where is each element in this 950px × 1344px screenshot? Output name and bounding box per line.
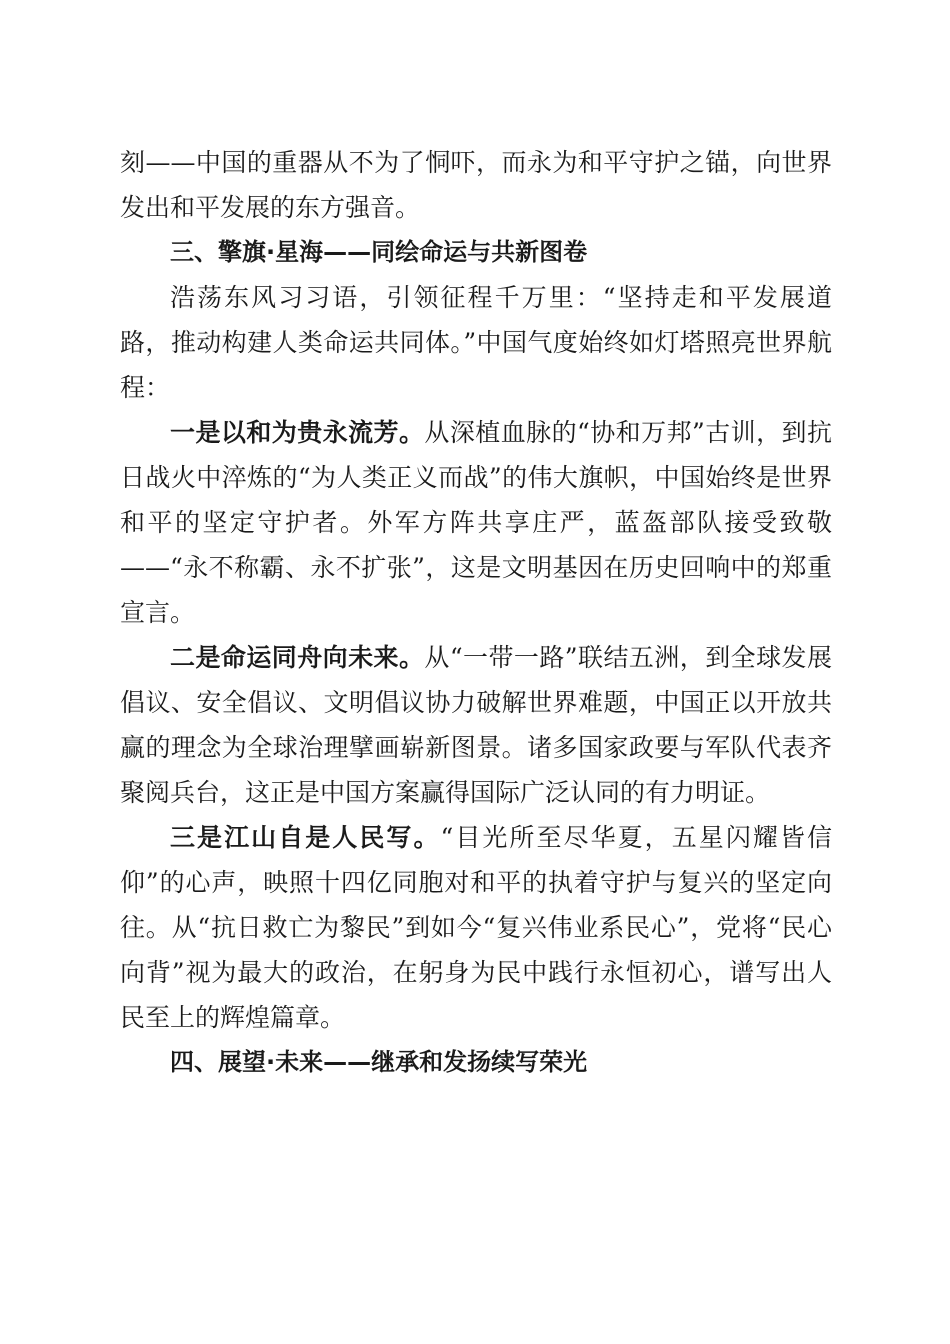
document-page	[120, 140, 832, 1085]
continuation-paragraph: 刻——中国的重器从不为了恫吓，而永为和平守护之锚，向世界发出和平发展的东方强音。	[120, 148, 832, 222]
point-2-text: 从“一带一路”联结五洲，到全球发展倡议、安全倡议、文明倡议协力破解世界难题，中国正以开放共赢的理念为全球治理擘画崭新图景。诸多国家政要与军队代表齐聚阅兵台，这正是中国方案赢得国际广泛认同的有力明证。	[120, 643, 832, 807]
section-4-heading: 四、展望·未来——继承和发扬续写荣光	[170, 1048, 588, 1076]
point-2-paragraph	[120, 635, 832, 815]
point-3-text: “目光所至尽华夏，五星闪耀皆信仰”的心声，映照十四亿同胞对和平的执着守护与复兴的坚定向往。从“抗日救亡为黎民”到如今“复兴伟业系民心”，党将“民心向背”视为最大的政治，在躬身为民中践行永恒初心，谱写出人民至上的辉煌篇章。	[120, 823, 832, 1032]
point-2-lead: 二是命运同舟向未来。	[170, 643, 425, 672]
point-1-lead: 一是以和为贵永流芳。	[170, 418, 425, 447]
point-3-paragraph	[120, 815, 832, 1040]
point-1-paragraph	[120, 410, 832, 635]
point-3-lead: 三是江山自是人民写。	[170, 823, 441, 852]
section-3-intro: 浩荡东风习习语，引领征程千万里：“坚持走和平发展道路，推动构建人类命运共同体。”中国气度始终如灯塔照亮世界航程：	[120, 283, 832, 402]
section-3-heading: 三、擎旗·星海——同绘命运与共新图卷	[170, 238, 588, 266]
point-1-text: 从深植血脉的“协和万邦”古训，到抗日战火中淬炼的“为人类正义而战”的伟大旗帜，中国始终是世界和平的坚定守护者。外军方阵共享庄严，蓝盔部队接受致敬——“永不称霸、永不扩张”，这是文明基因在历史回响中的郑重宣言。	[120, 418, 832, 627]
